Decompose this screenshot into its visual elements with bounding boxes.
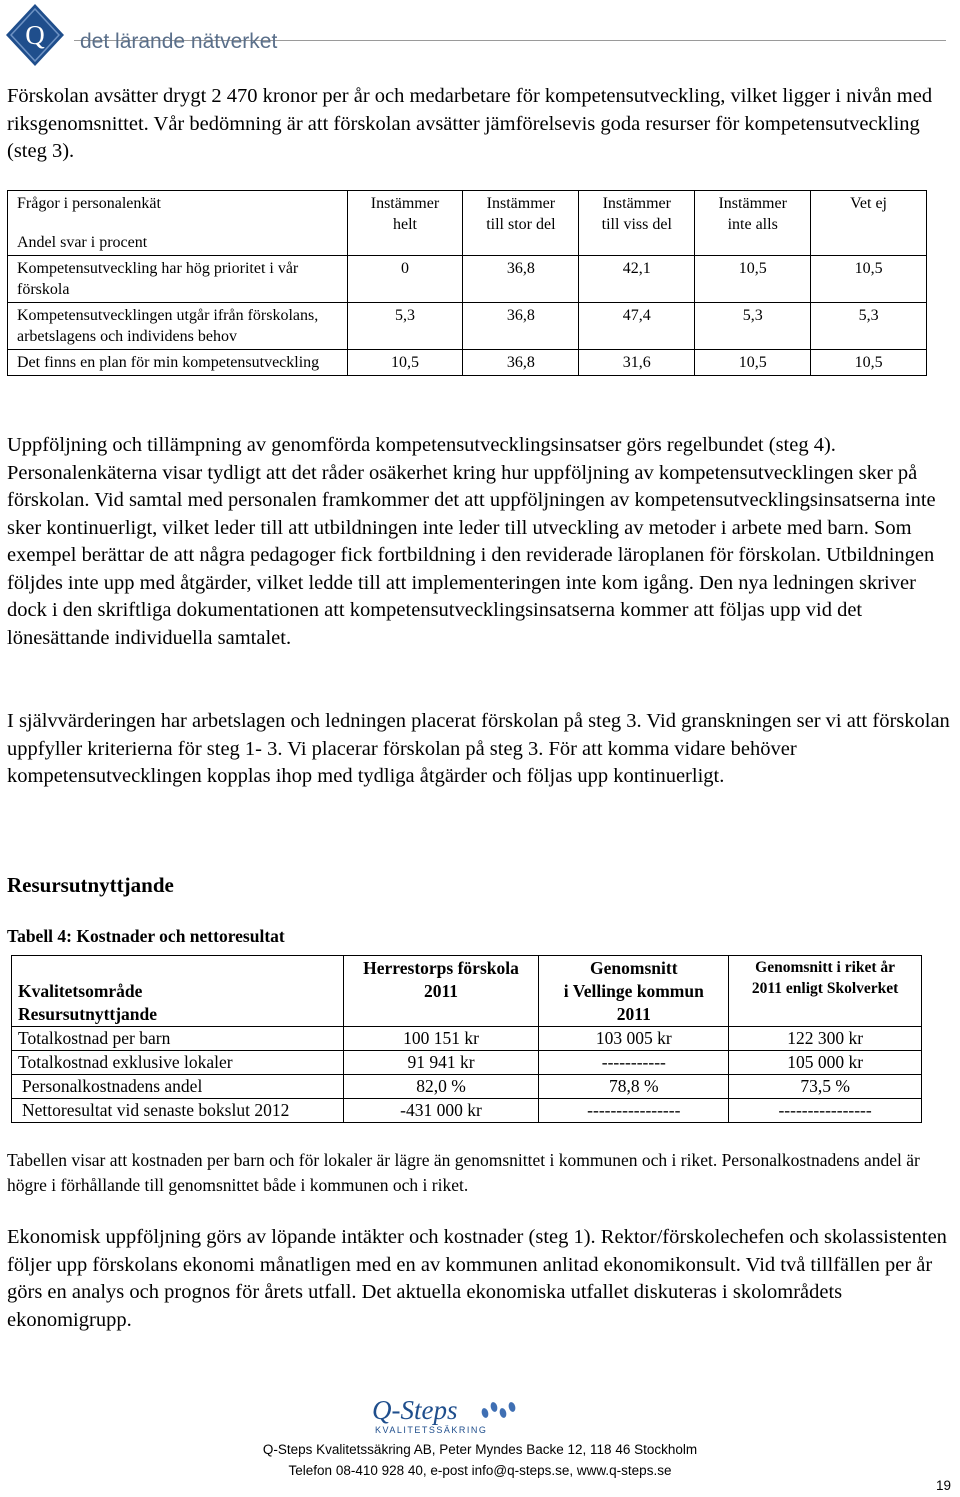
survey-value: 10,5	[811, 256, 927, 303]
survey-value: 36,8	[463, 256, 579, 303]
survey-value: 10,5	[347, 350, 463, 376]
cost-value: 73,5 %	[729, 1075, 922, 1099]
svg-text:Q-Steps: Q-Steps	[372, 1395, 458, 1425]
cost-header-vellinge: Genomsnitt i Vellinge kommun 2011	[539, 956, 729, 1027]
section-heading: Resursutnyttjande	[7, 873, 174, 897]
survey-header-row	[8, 191, 927, 256]
survey-value: 42,1	[579, 256, 695, 303]
cost-value: -431 000 kr	[343, 1099, 539, 1123]
cost-row	[12, 1027, 922, 1051]
survey-value: 10,5	[695, 350, 811, 376]
brand-name: det lärande nätverket	[80, 30, 278, 53]
cost-row	[12, 1051, 922, 1075]
svg-text:Q: Q	[25, 20, 45, 50]
footer-address: Q-Steps Kvalitetssäkring AB, Peter Myndes Backe 12, 118 46 Stockholm	[262, 1442, 698, 1457]
survey-value: 5,3	[811, 303, 927, 350]
survey-question: Det finns en plan för min kompetensutveckling	[8, 350, 348, 376]
survey-value: 5,3	[347, 303, 463, 350]
survey-title-cell	[8, 191, 348, 256]
survey-title: Frågor i personalenkät	[17, 195, 161, 212]
intro-paragraph: Förskolan avsätter drygt 2 470 kronor per år och medarbetare för kompetensutveckling, vilket ligger i nivån med riksgenomsnittet. Vår bedömning är att förskolan avsätter jämförelsevis goda resurser för kompetensutveckling (steg 3).	[7, 85, 933, 162]
cost-value: 78,8 %	[539, 1075, 729, 1099]
survey-value: 47,4	[579, 303, 695, 350]
q-steps-logo-icon	[372, 1393, 522, 1437]
survey-row	[8, 303, 927, 350]
cost-header-row	[12, 956, 922, 1027]
cost-row-label: Totalkostnad exklusive lokaler	[12, 1051, 344, 1075]
survey-question: Kompetensutvecklingen utgår ifrån förskolans, arbetslagens och individens behov	[8, 303, 348, 350]
footer-contact: Telefon 08-410 928 40, e-post info@q-steps.se, www.q-steps.se	[288, 1463, 672, 1478]
cost-row-label: Personalkostnadens andel	[12, 1075, 344, 1099]
survey-col-header: Instämmer till stor del	[463, 191, 579, 256]
survey-value: 10,5	[811, 350, 927, 376]
self-evaluation-paragraph: I självvärderingen har arbetslagen och ledningen placerat förskolan på steg 3. Vid granskningen ser vi att förskolan uppfyller kriterierna för steg 1- 3. Vi placerar förskolan på steg 3. För att komma vidare behöver kompetensutvecklingen kopplas ihop med tydliga åtgärder och följas upp kontinuerligt.	[7, 710, 950, 787]
page-header	[0, 0, 960, 72]
cost-header-herrestorp: Herrestorps förskola 2011	[343, 956, 539, 1027]
cost-value: 100 151 kr	[343, 1027, 539, 1051]
cost-value: 103 005 kr	[539, 1027, 729, 1051]
svg-text:KVALITETSSÄKRING: KVALITETSSÄKRING	[375, 1425, 488, 1435]
survey-value: 36,8	[463, 350, 579, 376]
follow-up-paragraph: Uppföljning och tillämpning av genomförda kompetensutvecklingsinsatser görs regelbundet (steg 4). Personalenkäterna visar tydligt att det råder osäkerhet kring hur uppföljning av kompetensutvecklingen sker på förskolan. Vid samtal med personalen framkommer det att uppföljningen av kompetensutvecklingsinsatserna inte sker kontinuerligt, vilket leder till att utbildningen inte leder till utveckling av metoder i arbete med barn. Som exempel berättar de att några pedagoger fick fortbildning i den reviderade läroplanen för förskolan. Utbildningen följdes inte upp med åtgärder, vilket ledde till att implementeringen inte kom igång. Den nya ledningen skriver dock i den skriftliga dokumentationen att kompetensutvecklingsinsatserna kommer att följas upp vid det lönesättande individuella samtalet.	[7, 434, 936, 649]
survey-table	[7, 190, 927, 376]
survey-col-header: Instämmer helt	[347, 191, 463, 256]
page-number: 19	[935, 1478, 951, 1493]
cost-table	[11, 955, 922, 1123]
cost-value: 122 300 kr	[729, 1027, 922, 1051]
q-diamond-logo-icon	[4, 2, 66, 68]
survey-row	[8, 350, 927, 376]
cost-value: ----------------	[729, 1099, 922, 1123]
survey-value: 36,8	[463, 303, 579, 350]
survey-col-header: Instämmer till viss del	[579, 191, 695, 256]
cost-table-caption: Tabell 4: Kostnader och nettoresultat	[7, 926, 285, 946]
survey-value: 10,5	[695, 256, 811, 303]
survey-row	[8, 256, 927, 303]
economy-paragraph: Ekonomisk uppföljning görs av löpande intäkter och kostnader (steg 1). Rektor/förskolechefen och skolassistenten följer upp förskolans ekonomi månatligen med en av kommunen anlitad ekonomikonsult. Vid två tillfällen per år görs en analys och prognos för årets utfall. Det aktuella ekonomiska utfallet diskuteras i skolområdets ekonomigrupp.	[7, 1226, 947, 1331]
cost-comment-paragraph: Tabellen visar att kostnaden per barn och för lokaler är lägre än genomsnittet i kommunen och i riket. Personalkostnadens andel är högre i förhållande till genomsnittet både i kommunen och i riket.	[7, 1150, 920, 1195]
cost-header-riket: Genomsnitt i riket år 2011 enligt Skolverket	[729, 956, 922, 1027]
cost-header-area: Kvalitetsområde Resursutnyttjande	[12, 956, 344, 1027]
survey-value: 31,6	[579, 350, 695, 376]
cost-row-label: Totalkostnad per barn	[12, 1027, 344, 1051]
survey-col-header: Vet ej	[811, 191, 927, 256]
survey-value: 5,3	[695, 303, 811, 350]
cost-row-label: Nettoresultat vid senaste bokslut 2012	[12, 1099, 344, 1123]
cost-value: 105 000 kr	[729, 1051, 922, 1075]
survey-value: 0	[347, 256, 463, 303]
survey-col-header: Instämmer inte alls	[695, 191, 811, 256]
cost-value: -----------	[539, 1051, 729, 1075]
cost-value: 82,0 %	[343, 1075, 539, 1099]
cost-row	[12, 1075, 922, 1099]
cost-value: ----------------	[539, 1099, 729, 1123]
survey-question: Kompetensutveckling har hög prioritet i vår förskola	[8, 256, 348, 303]
cost-value: 91 941 kr	[343, 1051, 539, 1075]
survey-subtitle: Andel svar i procent	[17, 234, 148, 251]
cost-row	[12, 1099, 922, 1123]
